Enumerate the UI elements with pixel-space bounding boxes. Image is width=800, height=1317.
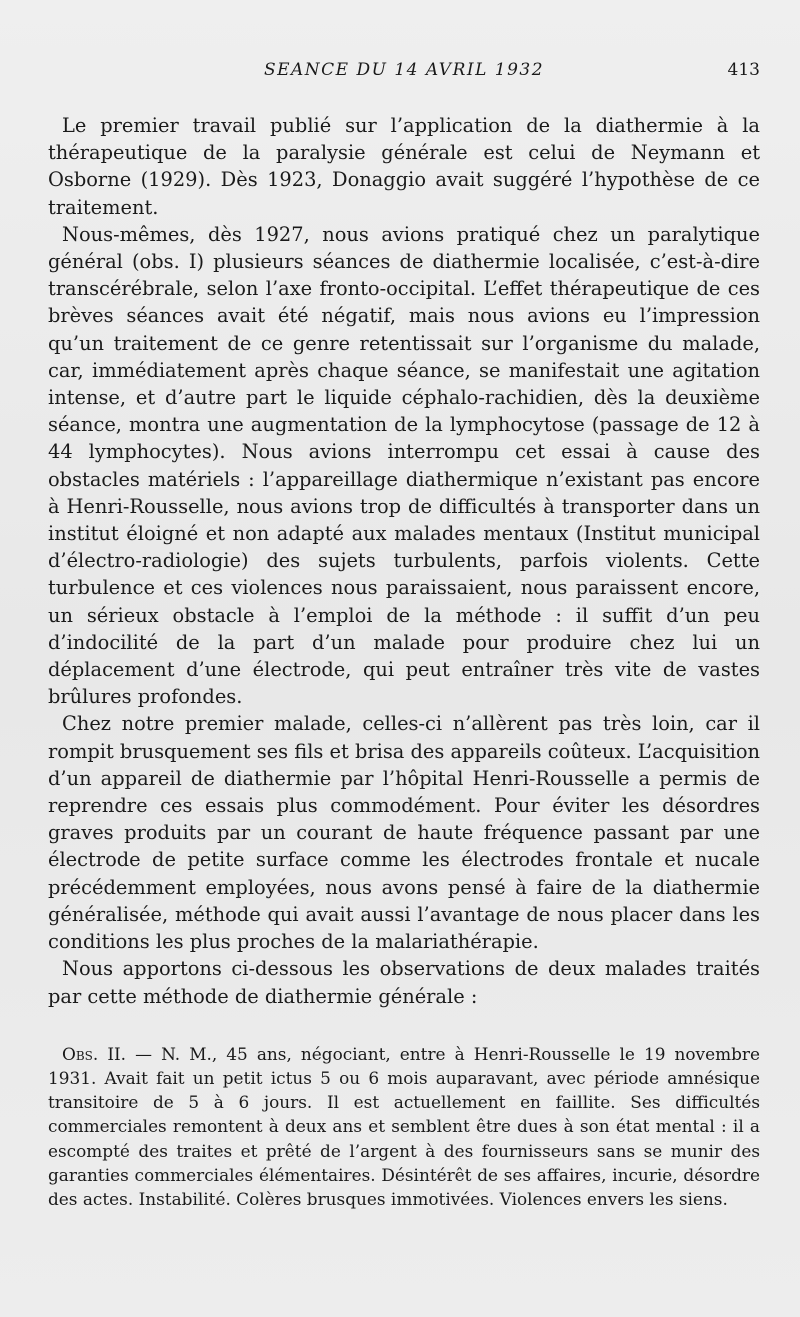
page-header [48,56,760,86]
page-number: 413 [727,60,760,80]
observation-block [48,1042,760,1211]
paragraph: Nous-mêmes, dès 1927, nous avions pratiqué chez un paralytique général (obs. I) plusieurs séances de diathermie localisée, c’est-à-dire transcérébrale, selon l’axe fronto-occipital. L’effet thérapeutique de ces brèves séances avait été négatif, mais nous avions eu l’impression qu’un traitement de ce genre retentissait sur l’organisme du malade, car, immédiatement après chaque séance, se manifestait une agitation intense, et d’autre part le liquide céphalo-rachidien, dès la deuxième séance, montra une augmentation de la lymphocytose (passage de 12 à 44 lymphocytes). Nous avions interrompu cet essai à cause des obstacles matériels : l’appareillage diathermique n’existant pas encore à Henri-Rousselle, nous avions trop de difficultés à transporter dans un institut éloigné et non adapté aux malades mentaux (Institut municipal d’électro-radiologie) des sujets turbulents, parfois violents. Cette turbulence et ces violences nous paraissaient, nous paraissent encore, un sérieux obstacle à l’emploi de la méthode : il suffit d’un peu d’indocilité de la part d’un malade pour produire chez lui un déplacement d’une électrode, qui peut entraîner très vite de vastes brûlures profondes. [48,222,760,709]
running-title: SEANCE DU 14 AVRIL 1932 [263,60,545,80]
paragraph: Chez notre premier malade, celles-ci n’allèrent pas très loin, car il rompit brusquement ses fils et brisa des appareils coûteux. L’acquisition d’un appareil de diathermie par l’hôpital Henri-Rousselle a permis de reprendre ces essais plus commodément. Pour éviter les désordres graves produits par un courant de haute fréquence passant par une électrode de petite surface comme les électrodes frontale et nucale précédemment employées, nous avons pensé à faire de la diathermie généralisée, méthode qui avait aussi l’avantage de nous placer dans les conditions les plus proches de la malariathérapie. [48,712,760,954]
paragraph: Le premier travail publié sur l’application de la diathermie à la thérapeutique de la paralysie générale est celui de Neymann et Osborne (1929). Dès 1923, Donaggio avait suggéré l’hypothèse de ce traitement. [48,114,760,219]
paragraph: Nous apportons ci-dessous les observations de deux malades traités par cette méthode de diathermie générale : [48,957,760,1008]
observation-paragraph [48,1042,760,1211]
observation-label: Obs. II. [62,1043,127,1064]
observation-text: — N. M., 45 ans, négociant, entre à Henri-Rousselle le 19 novembre 1931. Avait fait un petit ictus 5 ou 6 mois auparavant, avec période amnésique transitoire de 5 à 6 jours. Il est actuellement en faillite. Ses difficultés commerciales remontent à deux ans et semblent être dues à son état mental : il a escompté des traites et prêté de l’argent à des fournisseurs sans se munir des garanties commerciales élémentaires. Désintérêt de ses affaires, incurie, désordre des actes. Instabilité. Colères brusques immotivées. Violences envers les siens. [48,1043,760,1209]
main-text [48,112,760,1010]
